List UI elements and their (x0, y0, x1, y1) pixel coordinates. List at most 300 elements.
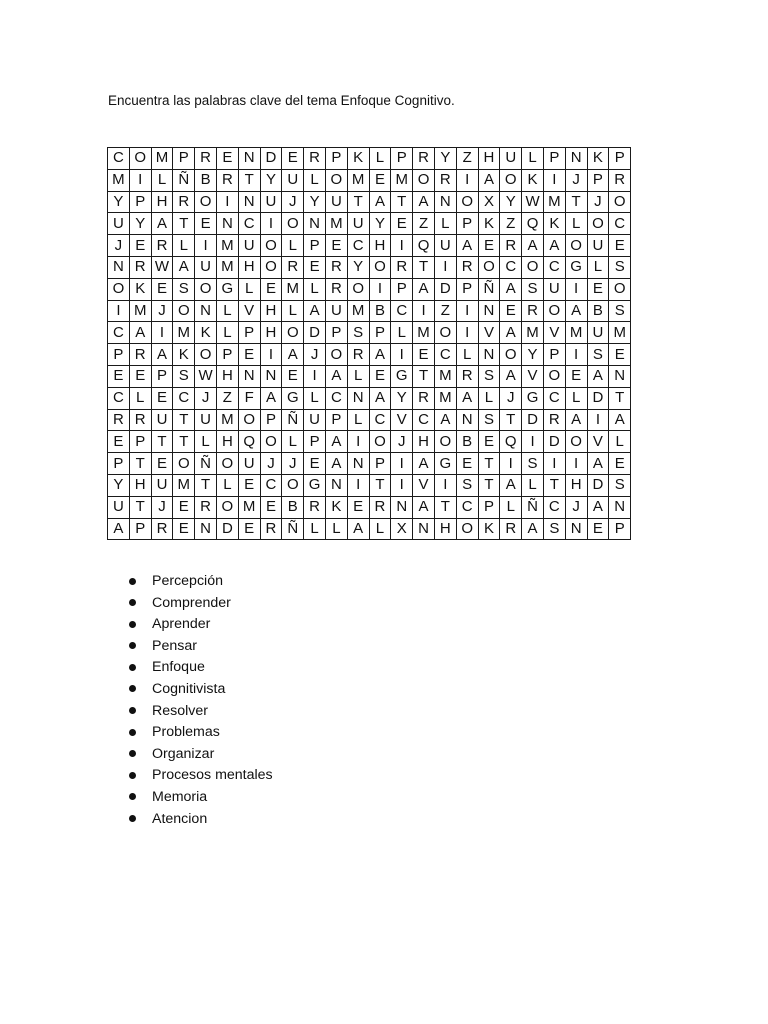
bullet-icon (129, 729, 136, 736)
bullet-icon (129, 707, 136, 714)
grid-cell: J (108, 235, 130, 257)
grid-cell: Y (391, 387, 413, 409)
word-list-item (125, 614, 273, 636)
grid-cell: I (456, 322, 478, 344)
grid-cell: T (129, 496, 151, 518)
grid-cell: I (565, 344, 587, 366)
grid-cell: D (543, 431, 565, 453)
grid-cell: H (369, 235, 391, 257)
grid-cell: N (108, 256, 130, 278)
grid-cell: O (325, 344, 347, 366)
grid-cell: K (522, 169, 544, 191)
grid-cell: M (216, 256, 238, 278)
grid-cell: Y (129, 213, 151, 235)
grid-cell: U (108, 213, 130, 235)
grid-cell: L (216, 474, 238, 496)
grid-body (108, 148, 631, 540)
bullet-icon (129, 599, 136, 606)
grid-cell: T (151, 431, 173, 453)
grid-cell: E (304, 256, 326, 278)
instruction-text: Encuentra las palabras clave del tema Enfoque Cognitivo. (108, 93, 455, 108)
grid-cell: W (522, 191, 544, 213)
grid-cell: V (543, 322, 565, 344)
grid-cell: D (522, 409, 544, 431)
grid-cell: E (238, 474, 260, 496)
grid-cell: K (478, 213, 500, 235)
grid-cell: Ñ (478, 278, 500, 300)
grid-cell: G (565, 256, 587, 278)
grid-cell: C (434, 344, 456, 366)
grid-cell: E (478, 431, 500, 453)
grid-row (108, 409, 631, 431)
bullet-icon (129, 578, 136, 585)
grid-cell: V (413, 474, 435, 496)
grid-cell: M (129, 300, 151, 322)
grid-cell: N (456, 409, 478, 431)
grid-cell: M (434, 365, 456, 387)
grid-cell: I (543, 169, 565, 191)
grid-cell: M (238, 496, 260, 518)
grid-cell: E (478, 235, 500, 257)
word-list-item (125, 787, 273, 809)
grid-cell: E (413, 344, 435, 366)
grid-cell: A (500, 365, 522, 387)
grid-cell: R (325, 256, 347, 278)
grid-cell: E (565, 365, 587, 387)
word-list-item (125, 657, 273, 679)
grid-cell: J (282, 191, 304, 213)
grid-cell: V (478, 322, 500, 344)
grid-cell: U (238, 235, 260, 257)
grid-cell: H (434, 518, 456, 540)
grid-cell: P (304, 431, 326, 453)
grid-cell: L (456, 344, 478, 366)
grid-cell: P (129, 518, 151, 540)
word-label: Pensar (152, 637, 197, 654)
grid-cell: A (325, 453, 347, 475)
grid-cell: C (347, 235, 369, 257)
grid-cell: L (369, 148, 391, 170)
grid-cell: R (173, 191, 195, 213)
grid-cell: J (151, 496, 173, 518)
word-label: Atencion (152, 810, 208, 827)
grid-cell: O (325, 169, 347, 191)
grid-cell: E (195, 213, 217, 235)
grid-cell: U (108, 496, 130, 518)
grid-cell: A (260, 387, 282, 409)
grid-cell: I (456, 169, 478, 191)
grid-cell: Z (434, 300, 456, 322)
grid-cell: K (129, 278, 151, 300)
grid-cell: A (347, 518, 369, 540)
grid-row (108, 496, 631, 518)
grid-cell: Y (304, 191, 326, 213)
grid-cell: A (413, 453, 435, 475)
grid-row (108, 474, 631, 496)
grid-cell: L (325, 518, 347, 540)
grid-cell: H (216, 431, 238, 453)
grid-cell: O (282, 474, 304, 496)
grid-cell: P (325, 409, 347, 431)
grid-cell: J (500, 387, 522, 409)
grid-cell: O (456, 518, 478, 540)
grid-cell: H (260, 322, 282, 344)
grid-cell: D (216, 518, 238, 540)
grid-cell: C (108, 322, 130, 344)
word-list-item (125, 765, 273, 787)
word-label: Percepción (152, 573, 223, 589)
grid-cell: V (522, 365, 544, 387)
grid-cell: L (195, 431, 217, 453)
grid-cell: W (151, 256, 173, 278)
grid-cell: G (216, 278, 238, 300)
grid-cell: O (478, 256, 500, 278)
grid-cell: P (456, 213, 478, 235)
grid-cell: R (500, 518, 522, 540)
grid-cell: S (522, 453, 544, 475)
grid-cell: I (151, 322, 173, 344)
grid-row (108, 256, 631, 278)
word-list-item (125, 744, 273, 766)
grid-cell: I (434, 256, 456, 278)
grid-cell: A (173, 256, 195, 278)
grid-cell: K (543, 213, 565, 235)
grid-cell: U (587, 235, 609, 257)
grid-cell: L (282, 300, 304, 322)
grid-cell: J (151, 300, 173, 322)
grid-cell: A (500, 322, 522, 344)
grid-cell: O (413, 169, 435, 191)
grid-cell: H (413, 431, 435, 453)
grid-cell: C (173, 387, 195, 409)
word-label: Problemas (152, 724, 220, 741)
grid-cell: T (413, 365, 435, 387)
grid-cell: H (478, 148, 500, 170)
grid-cell: A (369, 191, 391, 213)
grid-cell: I (391, 235, 413, 257)
grid-cell: I (108, 300, 130, 322)
grid-cell: O (565, 431, 587, 453)
grid-cell: A (325, 431, 347, 453)
grid-cell: R (129, 409, 151, 431)
grid-cell: O (369, 431, 391, 453)
grid-cell: P (543, 148, 565, 170)
grid-cell: V (391, 409, 413, 431)
grid-cell: I (391, 344, 413, 366)
grid-cell: N (434, 191, 456, 213)
grid-cell: R (369, 496, 391, 518)
grid-cell: I (129, 169, 151, 191)
grid-cell: S (543, 518, 565, 540)
grid-cell: J (304, 344, 326, 366)
grid-cell: H (216, 365, 238, 387)
grid-cell: D (260, 148, 282, 170)
grid-cell: G (434, 453, 456, 475)
grid-cell: L (304, 278, 326, 300)
grid-cell: L (304, 169, 326, 191)
grid-cell: N (478, 300, 500, 322)
grid-cell: Ñ (195, 453, 217, 475)
grid-cell: M (565, 322, 587, 344)
grid-cell: N (565, 518, 587, 540)
grid-cell: Y (522, 344, 544, 366)
grid-cell: C (413, 409, 435, 431)
grid-cell: I (391, 474, 413, 496)
grid-cell: Q (500, 431, 522, 453)
grid-cell: R (304, 148, 326, 170)
grid-cell: B (282, 496, 304, 518)
grid-cell: R (282, 256, 304, 278)
grid-cell: H (565, 474, 587, 496)
grid-cell: C (108, 148, 130, 170)
grid-cell: F (238, 387, 260, 409)
grid-cell: O (434, 431, 456, 453)
grid-cell: A (282, 344, 304, 366)
grid-cell: I (216, 191, 238, 213)
grid-cell: E (456, 453, 478, 475)
grid-cell: M (347, 300, 369, 322)
grid-cell: I (500, 453, 522, 475)
grid-cell: O (565, 235, 587, 257)
grid-cell: P (151, 365, 173, 387)
grid-cell: U (543, 278, 565, 300)
grid-cell: L (565, 213, 587, 235)
grid-cell: S (609, 474, 631, 496)
grid-cell: T (369, 474, 391, 496)
grid-cell: U (151, 409, 173, 431)
grid-cell: Z (413, 213, 435, 235)
grid-cell: C (238, 213, 260, 235)
grid-cell: E (282, 365, 304, 387)
grid-cell: E (216, 148, 238, 170)
grid-cell: L (565, 387, 587, 409)
word-search-grid (107, 147, 631, 540)
grid-cell: P (238, 322, 260, 344)
grid-cell: L (238, 278, 260, 300)
grid-cell: S (478, 365, 500, 387)
grid-cell: Q (238, 431, 260, 453)
grid-cell: O (369, 256, 391, 278)
grid-cell: U (347, 213, 369, 235)
grid-cell: Ñ (282, 518, 304, 540)
grid-cell: T (565, 191, 587, 213)
grid-cell: E (609, 235, 631, 257)
grid-cell: Y (108, 191, 130, 213)
grid-cell: Y (108, 474, 130, 496)
grid-cell: E (587, 518, 609, 540)
grid-cell: N (195, 518, 217, 540)
grid-cell: R (195, 496, 217, 518)
grid-cell: W (195, 365, 217, 387)
grid-cell: M (347, 169, 369, 191)
grid-cell: P (129, 431, 151, 453)
word-label: Aprender (152, 616, 211, 633)
grid-cell: O (216, 496, 238, 518)
grid-cell: J (587, 191, 609, 213)
grid-cell: H (238, 256, 260, 278)
grid-cell: E (391, 213, 413, 235)
grid-cell: P (369, 453, 391, 475)
grid-cell: O (260, 431, 282, 453)
grid-row (108, 169, 631, 191)
grid-cell: I (369, 278, 391, 300)
grid-cell: R (151, 235, 173, 257)
grid-cell: T (609, 387, 631, 409)
grid-cell: S (522, 278, 544, 300)
grid-cell: O (434, 322, 456, 344)
grid-cell: R (391, 256, 413, 278)
grid-cell: L (216, 322, 238, 344)
grid-row (108, 235, 631, 257)
grid-cell: M (216, 409, 238, 431)
grid-cell: E (325, 235, 347, 257)
grid-cell: J (391, 431, 413, 453)
grid-cell: U (325, 191, 347, 213)
grid-cell: I (522, 431, 544, 453)
grid-cell: M (609, 322, 631, 344)
grid-cell: L (151, 169, 173, 191)
grid-cell: P (129, 191, 151, 213)
grid-row (108, 431, 631, 453)
grid-cell: P (391, 148, 413, 170)
grid-cell: B (369, 300, 391, 322)
grid-cell: L (522, 474, 544, 496)
grid-cell: L (478, 387, 500, 409)
grid-cell: R (129, 344, 151, 366)
grid-cell: R (413, 387, 435, 409)
grid-cell: O (173, 453, 195, 475)
grid-cell: A (522, 235, 544, 257)
grid-cell: M (434, 387, 456, 409)
word-list (125, 571, 273, 830)
grid-cell: G (391, 365, 413, 387)
grid-cell: P (173, 148, 195, 170)
grid-cell: A (500, 474, 522, 496)
word-list-item (125, 593, 273, 615)
grid-cell: M (216, 235, 238, 257)
grid-cell: I (260, 213, 282, 235)
bullet-icon (129, 772, 136, 779)
grid-cell: U (500, 148, 522, 170)
grid-cell: T (391, 191, 413, 213)
grid-cell: P (325, 322, 347, 344)
grid-cell: Y (260, 169, 282, 191)
grid-cell: M (151, 148, 173, 170)
grid-cell: Y (369, 213, 391, 235)
grid-cell: T (543, 474, 565, 496)
grid-row (108, 278, 631, 300)
grid-cell: L (173, 235, 195, 257)
grid-cell: K (347, 148, 369, 170)
grid-cell: P (108, 344, 130, 366)
word-label: Comprender (152, 594, 231, 611)
bullet-icon (129, 815, 136, 822)
grid-cell: P (543, 344, 565, 366)
grid-cell: A (456, 387, 478, 409)
grid-row (108, 322, 631, 344)
grid-cell: D (587, 474, 609, 496)
grid-cell: C (391, 300, 413, 322)
grid-cell: T (347, 191, 369, 213)
grid-cell: P (456, 278, 478, 300)
grid-cell: R (216, 169, 238, 191)
word-label: Procesos mentales (152, 767, 273, 784)
grid-cell: N (347, 453, 369, 475)
grid-cell: O (282, 322, 304, 344)
grid-cell: N (413, 518, 435, 540)
grid-cell: R (543, 409, 565, 431)
grid-cell: P (325, 148, 347, 170)
word-list-item (125, 571, 273, 593)
grid-cell: A (587, 453, 609, 475)
grid-cell: E (260, 278, 282, 300)
grid-cell: O (500, 169, 522, 191)
bullet-icon (129, 664, 136, 671)
grid-cell: E (151, 278, 173, 300)
grid-cell: S (456, 474, 478, 496)
grid-cell: C (609, 213, 631, 235)
grid-cell: N (260, 365, 282, 387)
grid-cell: T (434, 496, 456, 518)
grid-cell: H (151, 191, 173, 213)
grid-cell: L (391, 322, 413, 344)
grid-cell: M (543, 191, 565, 213)
grid-cell: I (434, 474, 456, 496)
grid-cell: E (282, 148, 304, 170)
grid-cell: R (129, 256, 151, 278)
grid-cell: I (391, 453, 413, 475)
grid-cell: R (609, 169, 631, 191)
grid-cell: R (456, 365, 478, 387)
grid-cell: U (304, 409, 326, 431)
grid-cell: M (173, 322, 195, 344)
word-label: Enfoque (152, 659, 205, 676)
grid-cell: H (260, 300, 282, 322)
grid-cell: M (522, 322, 544, 344)
grid-cell: T (500, 409, 522, 431)
grid-cell: E (347, 496, 369, 518)
grid-cell: R (456, 256, 478, 278)
grid-cell: N (478, 344, 500, 366)
grid-cell: N (238, 148, 260, 170)
grid-cell: A (587, 496, 609, 518)
grid-cell: U (434, 235, 456, 257)
grid-cell: S (347, 322, 369, 344)
grid-cell: U (587, 322, 609, 344)
grid-cell: S (587, 344, 609, 366)
grid-cell: I (413, 300, 435, 322)
grid-cell: E (609, 453, 631, 475)
grid-cell: S (478, 409, 500, 431)
grid-cell: L (347, 365, 369, 387)
grid-cell: X (478, 191, 500, 213)
grid-cell: I (347, 431, 369, 453)
grid-cell: R (434, 169, 456, 191)
grid-cell: R (522, 300, 544, 322)
grid-cell: C (500, 256, 522, 278)
grid-row (108, 344, 631, 366)
grid-cell: T (173, 213, 195, 235)
grid-cell: R (108, 409, 130, 431)
grid-cell: J (260, 453, 282, 475)
grid-row (108, 191, 631, 213)
grid-cell: N (391, 496, 413, 518)
grid-cell: N (609, 365, 631, 387)
grid-cell: O (195, 278, 217, 300)
grid-cell: U (282, 169, 304, 191)
grid-cell: I (543, 453, 565, 475)
grid-cell: G (282, 387, 304, 409)
